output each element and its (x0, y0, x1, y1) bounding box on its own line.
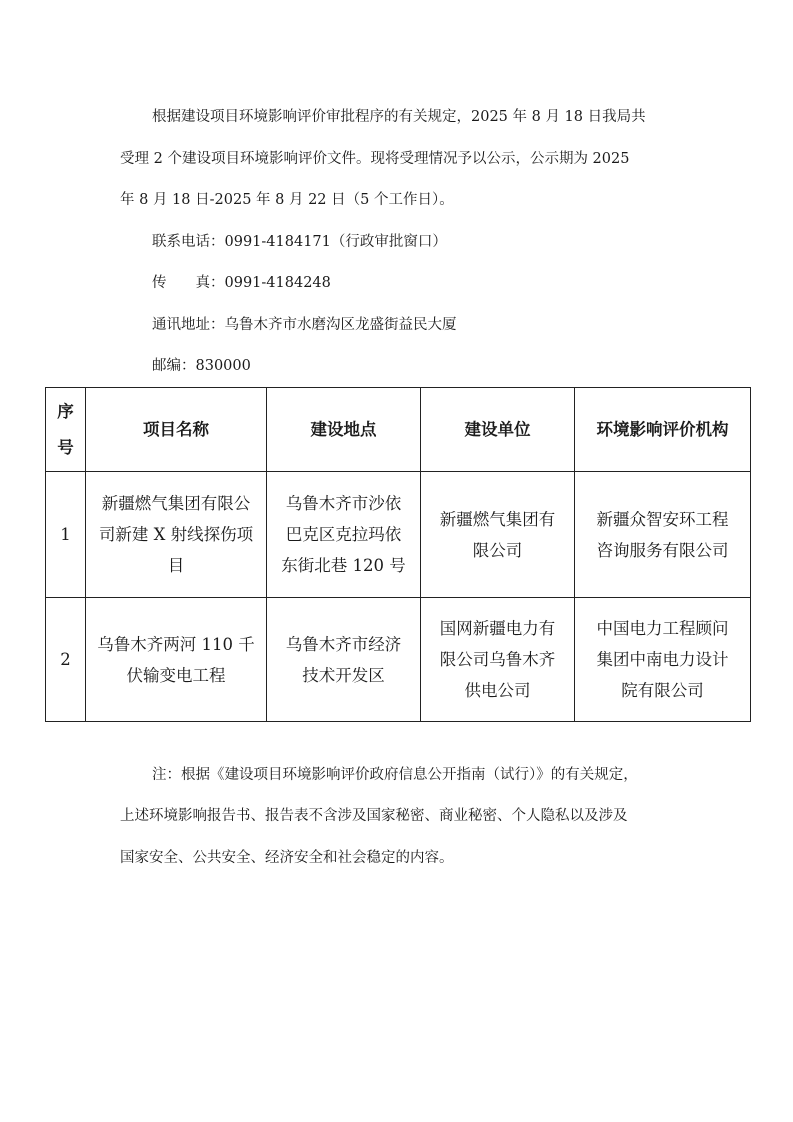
cell-line: 新疆燃气集团有限公 (101, 494, 251, 513)
row-seq: 1 (46, 472, 86, 598)
cell-line: 国网新疆电力有 (439, 619, 556, 638)
cell-line: 院有限公司 (621, 681, 704, 700)
row-eia-agency (575, 472, 751, 598)
cell-line: 司新建 X 射线探伤项 (98, 525, 254, 544)
row-project-name (86, 598, 267, 722)
header-location: 建设地点 (267, 388, 421, 472)
cell-line: 巴克区克拉玛依 (285, 525, 402, 544)
header-seq-line2: 号 (57, 437, 74, 457)
row-location (267, 598, 421, 722)
cell-line: 技术开发区 (302, 665, 385, 685)
contact-postcode: 邮编：830000 (152, 358, 251, 374)
row-location (267, 472, 421, 598)
cell-line: 乌鲁木齐市经济 (285, 634, 402, 654)
table-row (46, 472, 751, 598)
cell-line: 乌鲁木齐两河 110 千 (97, 634, 255, 654)
row-seq: 2 (46, 598, 86, 722)
intro-line-1: 根据建设项目环境影响评价审批程序的有关规定，2025 年 8 月 18 日我局共 (152, 109, 646, 125)
contact-fax: 传 真：0991-4184248 (152, 275, 331, 291)
table-row (46, 598, 751, 722)
intro-line-3: 年 8 月 18 日-2025 年 8 月 22 日（5 个工作日）。 (120, 192, 454, 208)
header-project-name: 项目名称 (86, 388, 267, 472)
intro-line-2: 受理 2 个建设项目环境影响评价文件。现将受理情况予以公示，公示期为 2025 (120, 151, 630, 167)
cell-line: 乌鲁木齐市沙依 (285, 494, 402, 513)
note-line-3: 国家安全、公共安全、经济安全和社会稳定的内容。 (120, 850, 454, 866)
cell-line: 供电公司 (464, 681, 531, 700)
cell-line: 新疆燃气集团有 (439, 509, 556, 529)
cell-line: 东街北巷 120 号 (281, 556, 406, 575)
header-seq-line1: 序 (57, 401, 74, 421)
cell-line: 限公司 (472, 540, 523, 560)
project-table (45, 387, 751, 722)
contact-address: 通讯地址：乌鲁木齐市水磨沟区龙盛街益民大厦 (152, 317, 457, 333)
cell-line: 中国电力工程顾问 (596, 619, 729, 638)
note-line-1: 注：根据《建设项目环境影响评价政府信息公开指南（试行）》的有关规定， (152, 767, 638, 783)
cell-line: 伏输变电工程 (126, 665, 226, 685)
cell-line: 咨询服务有限公司 (596, 540, 729, 560)
row-eia-agency (575, 598, 751, 722)
row-construction-unit (421, 598, 575, 722)
table-header-row (46, 388, 751, 472)
cell-line: 新疆众智安环工程 (596, 509, 729, 529)
header-construction-unit: 建设单位 (421, 388, 575, 472)
row-construction-unit (421, 472, 575, 598)
cell-line: 目 (167, 556, 185, 575)
cell-line: 集团中南电力设计 (596, 650, 729, 669)
header-seq (46, 388, 86, 472)
row-project-name (86, 472, 267, 598)
cell-line: 限公司乌鲁木齐 (439, 650, 556, 669)
note-line-2: 上述环境影响报告书、报告表不含涉及国家秘密、商业秘密、个人隐私以及涉及 (120, 808, 628, 824)
contact-phone: 联系电话：0991-4184171（行政审批窗口） (152, 234, 447, 250)
header-eia-agency: 环境影响评价机构 (575, 388, 751, 472)
